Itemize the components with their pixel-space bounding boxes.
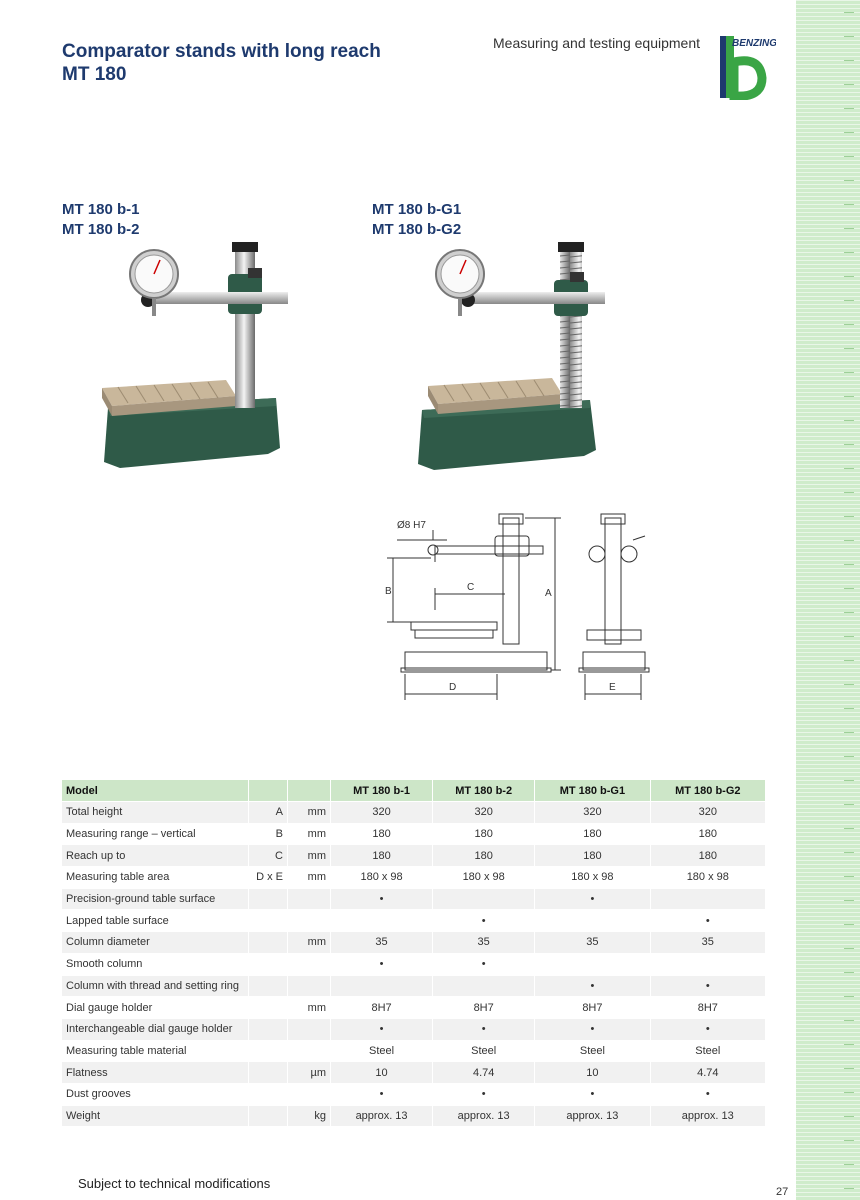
ruler-tick bbox=[844, 1068, 854, 1069]
row-value: 35 bbox=[433, 932, 535, 954]
row-unit bbox=[288, 1040, 331, 1062]
header-dim bbox=[249, 780, 288, 802]
title-line-2: MT 180 bbox=[62, 64, 127, 85]
row-value: • bbox=[650, 1018, 765, 1040]
row-dimension bbox=[249, 910, 288, 932]
row-value: 4.74 bbox=[433, 1062, 535, 1084]
table-row bbox=[62, 1018, 766, 1040]
ruler-tick bbox=[844, 852, 854, 853]
ruler-tick bbox=[844, 132, 854, 133]
row-unit bbox=[288, 888, 331, 910]
ruler-tick bbox=[844, 1188, 854, 1189]
ruler-tick bbox=[844, 924, 854, 925]
ruler-tick bbox=[844, 468, 854, 469]
row-value: • bbox=[433, 910, 535, 932]
specifications-table bbox=[62, 780, 766, 1127]
row-value: approx. 13 bbox=[331, 1105, 433, 1127]
row-label: Lapped table surface bbox=[62, 910, 249, 932]
ruler-tick bbox=[844, 564, 854, 565]
ruler-tick bbox=[844, 684, 854, 685]
product-label-bg2: MT 180 b-G2 bbox=[372, 221, 462, 238]
ruler-tick bbox=[844, 540, 854, 541]
ruler-tick bbox=[844, 444, 854, 445]
row-value: 10 bbox=[331, 1062, 433, 1084]
row-dimension: C bbox=[249, 845, 288, 867]
row-unit bbox=[288, 975, 331, 997]
row-dimension bbox=[249, 1018, 288, 1040]
row-value: • bbox=[535, 888, 650, 910]
row-value bbox=[535, 953, 650, 975]
row-value: • bbox=[650, 975, 765, 997]
page-title bbox=[62, 40, 381, 86]
svg-text:BENZING: BENZING bbox=[732, 38, 776, 49]
row-label: Precision-ground table surface bbox=[62, 888, 249, 910]
row-label: Measuring range – vertical bbox=[62, 823, 249, 845]
page-number: 27 bbox=[776, 1186, 789, 1198]
row-dimension bbox=[249, 997, 288, 1019]
category-label: Measuring and testing equipment bbox=[493, 35, 701, 51]
table-row bbox=[62, 867, 766, 889]
row-value: 180 x 98 bbox=[535, 867, 650, 889]
ruler-tick bbox=[844, 420, 854, 421]
row-unit: mm bbox=[288, 997, 331, 1019]
row-unit: mm bbox=[288, 845, 331, 867]
row-value: 35 bbox=[650, 932, 765, 954]
product-photo-smooth-column bbox=[98, 240, 288, 480]
dim-label-d: D bbox=[449, 682, 457, 693]
row-dimension bbox=[249, 1062, 288, 1084]
product-label-b1: MT 180 b-1 bbox=[62, 201, 140, 218]
ruler-tick bbox=[844, 756, 854, 757]
row-value: • bbox=[650, 910, 765, 932]
row-value bbox=[433, 888, 535, 910]
table-header-row bbox=[62, 780, 766, 802]
ruler-tick bbox=[844, 732, 854, 733]
ruler-tick bbox=[844, 324, 854, 325]
ruler-tick bbox=[844, 1020, 854, 1021]
row-dimension: B bbox=[249, 823, 288, 845]
ruler-tick bbox=[844, 708, 854, 709]
header-mt180-b2: MT 180 b-2 bbox=[433, 780, 535, 802]
ruler-tick bbox=[844, 12, 854, 13]
row-value: • bbox=[433, 1018, 535, 1040]
row-label: Reach up to bbox=[62, 845, 249, 867]
dimension-drawing bbox=[375, 510, 665, 710]
row-unit bbox=[288, 1018, 331, 1040]
product-label-b2: MT 180 b-2 bbox=[62, 221, 140, 238]
ruler-tick bbox=[844, 636, 854, 637]
row-value bbox=[650, 953, 765, 975]
table-row bbox=[62, 888, 766, 910]
ruler-tick bbox=[844, 780, 854, 781]
row-unit: µm bbox=[288, 1062, 331, 1084]
ruler-tick bbox=[844, 276, 854, 277]
row-value bbox=[331, 975, 433, 997]
row-label: Smooth column bbox=[62, 953, 249, 975]
row-value: 8H7 bbox=[433, 997, 535, 1019]
dim-label-e: E bbox=[609, 682, 616, 693]
dim-label-diameter: Ø8 H7 bbox=[397, 520, 426, 531]
ruler-tick bbox=[844, 996, 854, 997]
row-value: 180 bbox=[535, 823, 650, 845]
row-label: Measuring table area bbox=[62, 867, 249, 889]
ruler-tick bbox=[844, 972, 854, 973]
row-value bbox=[331, 910, 433, 932]
row-value: 35 bbox=[535, 932, 650, 954]
row-value bbox=[650, 888, 765, 910]
row-value bbox=[535, 910, 650, 932]
header-model: Model bbox=[62, 780, 249, 802]
ruler-tick bbox=[844, 948, 854, 949]
side-ruler-strip bbox=[796, 0, 860, 1200]
ruler-tick bbox=[844, 396, 854, 397]
row-unit: mm bbox=[288, 932, 331, 954]
row-dimension bbox=[249, 1105, 288, 1127]
row-value: • bbox=[331, 953, 433, 975]
row-dimension bbox=[249, 932, 288, 954]
row-value: 4.74 bbox=[650, 1062, 765, 1084]
row-value: 180 bbox=[650, 845, 765, 867]
dim-label-a: A bbox=[545, 588, 552, 599]
ruler-tick bbox=[844, 1092, 854, 1093]
ruler-tick bbox=[844, 36, 854, 37]
ruler-tick bbox=[844, 876, 854, 877]
ruler-tick bbox=[844, 588, 854, 589]
row-value: Steel bbox=[650, 1040, 765, 1062]
row-value: • bbox=[535, 975, 650, 997]
row-label: Flatness bbox=[62, 1062, 249, 1084]
ruler-tick bbox=[844, 660, 854, 661]
row-unit bbox=[288, 1083, 331, 1105]
row-unit: kg bbox=[288, 1105, 331, 1127]
row-value: 8H7 bbox=[535, 997, 650, 1019]
row-label: Weight bbox=[62, 1105, 249, 1127]
row-value: 320 bbox=[650, 802, 765, 824]
row-value: 320 bbox=[433, 802, 535, 824]
row-dimension bbox=[249, 953, 288, 975]
ruler-tick bbox=[844, 1044, 854, 1045]
row-dimension bbox=[249, 1040, 288, 1062]
table-row bbox=[62, 910, 766, 932]
table-row bbox=[62, 1062, 766, 1084]
ruler-tick bbox=[844, 252, 854, 253]
row-value: • bbox=[331, 1083, 433, 1105]
row-value: 180 x 98 bbox=[331, 867, 433, 889]
row-label: Column with thread and setting ring bbox=[62, 975, 249, 997]
row-value: Steel bbox=[433, 1040, 535, 1062]
ruler-tick bbox=[844, 1140, 854, 1141]
row-dimension bbox=[249, 1083, 288, 1105]
product-label-left bbox=[62, 200, 140, 240]
row-value: Steel bbox=[331, 1040, 433, 1062]
row-unit: mm bbox=[288, 802, 331, 824]
row-value: approx. 13 bbox=[650, 1105, 765, 1127]
footer-note: Subject to technical modifications bbox=[78, 1176, 271, 1191]
table-row bbox=[62, 997, 766, 1019]
row-value: 180 bbox=[433, 823, 535, 845]
table-row bbox=[62, 975, 766, 997]
row-value: 180 bbox=[650, 823, 765, 845]
row-value: approx. 13 bbox=[535, 1105, 650, 1127]
table-row bbox=[62, 1083, 766, 1105]
row-value: Steel bbox=[535, 1040, 650, 1062]
row-dimension bbox=[249, 888, 288, 910]
ruler-tick bbox=[844, 348, 854, 349]
dim-label-c: C bbox=[467, 582, 475, 593]
ruler-tick bbox=[844, 228, 854, 229]
ruler-tick bbox=[844, 828, 854, 829]
ruler-tick bbox=[844, 156, 854, 157]
table-row bbox=[62, 823, 766, 845]
row-value: 180 bbox=[331, 845, 433, 867]
row-unit bbox=[288, 953, 331, 975]
title-line-1: Comparator stands with long reach bbox=[62, 41, 381, 62]
table-row bbox=[62, 953, 766, 975]
row-value: 8H7 bbox=[331, 997, 433, 1019]
header-unit bbox=[288, 780, 331, 802]
ruler-tick bbox=[844, 60, 854, 61]
row-label: Dial gauge holder bbox=[62, 997, 249, 1019]
ruler-tick bbox=[844, 84, 854, 85]
ruler-tick bbox=[844, 108, 854, 109]
row-value: • bbox=[433, 953, 535, 975]
row-label: Column diameter bbox=[62, 932, 249, 954]
table-row bbox=[62, 802, 766, 824]
header-mt180-bg2: MT 180 b-G2 bbox=[650, 780, 765, 802]
row-value: • bbox=[535, 1018, 650, 1040]
row-unit bbox=[288, 910, 331, 932]
row-label: Dust grooves bbox=[62, 1083, 249, 1105]
row-value: • bbox=[535, 1083, 650, 1105]
row-value: • bbox=[433, 1083, 535, 1105]
table-row bbox=[62, 1040, 766, 1062]
row-value: 180 x 98 bbox=[433, 867, 535, 889]
ruler-tick bbox=[844, 492, 854, 493]
row-value: 8H7 bbox=[650, 997, 765, 1019]
row-label: Measuring table material bbox=[62, 1040, 249, 1062]
product-photo-threaded-column bbox=[410, 240, 605, 480]
product-label-right bbox=[372, 200, 461, 240]
table-row bbox=[62, 1105, 766, 1127]
row-value: • bbox=[331, 888, 433, 910]
row-value: 320 bbox=[535, 802, 650, 824]
table-row bbox=[62, 845, 766, 867]
ruler-tick bbox=[844, 612, 854, 613]
table-row bbox=[62, 932, 766, 954]
row-value: 180 bbox=[535, 845, 650, 867]
row-dimension bbox=[249, 975, 288, 997]
ruler-tick bbox=[844, 1164, 854, 1165]
row-value: approx. 13 bbox=[433, 1105, 535, 1127]
ruler-tick bbox=[844, 180, 854, 181]
row-value: 180 bbox=[433, 845, 535, 867]
row-value: 320 bbox=[331, 802, 433, 824]
ruler-tick bbox=[844, 1116, 854, 1117]
row-value: 35 bbox=[331, 932, 433, 954]
row-label: Total height bbox=[62, 802, 249, 824]
ruler-tick bbox=[844, 204, 854, 205]
dim-label-b: B bbox=[385, 586, 392, 597]
ruler-tick bbox=[844, 900, 854, 901]
row-dimension: A bbox=[249, 802, 288, 824]
row-unit: mm bbox=[288, 867, 331, 889]
ruler-tick bbox=[844, 372, 854, 373]
header-mt180-b1: MT 180 b-1 bbox=[331, 780, 433, 802]
row-value bbox=[433, 975, 535, 997]
row-unit: mm bbox=[288, 823, 331, 845]
row-value: 10 bbox=[535, 1062, 650, 1084]
product-label-bg1: MT 180 b-G1 bbox=[372, 201, 462, 218]
row-value: 180 bbox=[331, 823, 433, 845]
row-dimension: D x E bbox=[249, 867, 288, 889]
benzing-logo bbox=[714, 34, 776, 105]
ruler-tick bbox=[844, 516, 854, 517]
row-value: • bbox=[331, 1018, 433, 1040]
row-value: • bbox=[650, 1083, 765, 1105]
header-mt180-bg1: MT 180 b-G1 bbox=[535, 780, 650, 802]
row-value: 180 x 98 bbox=[650, 867, 765, 889]
ruler-tick bbox=[844, 300, 854, 301]
ruler-tick bbox=[844, 804, 854, 805]
row-label: Interchangeable dial gauge holder bbox=[62, 1018, 249, 1040]
